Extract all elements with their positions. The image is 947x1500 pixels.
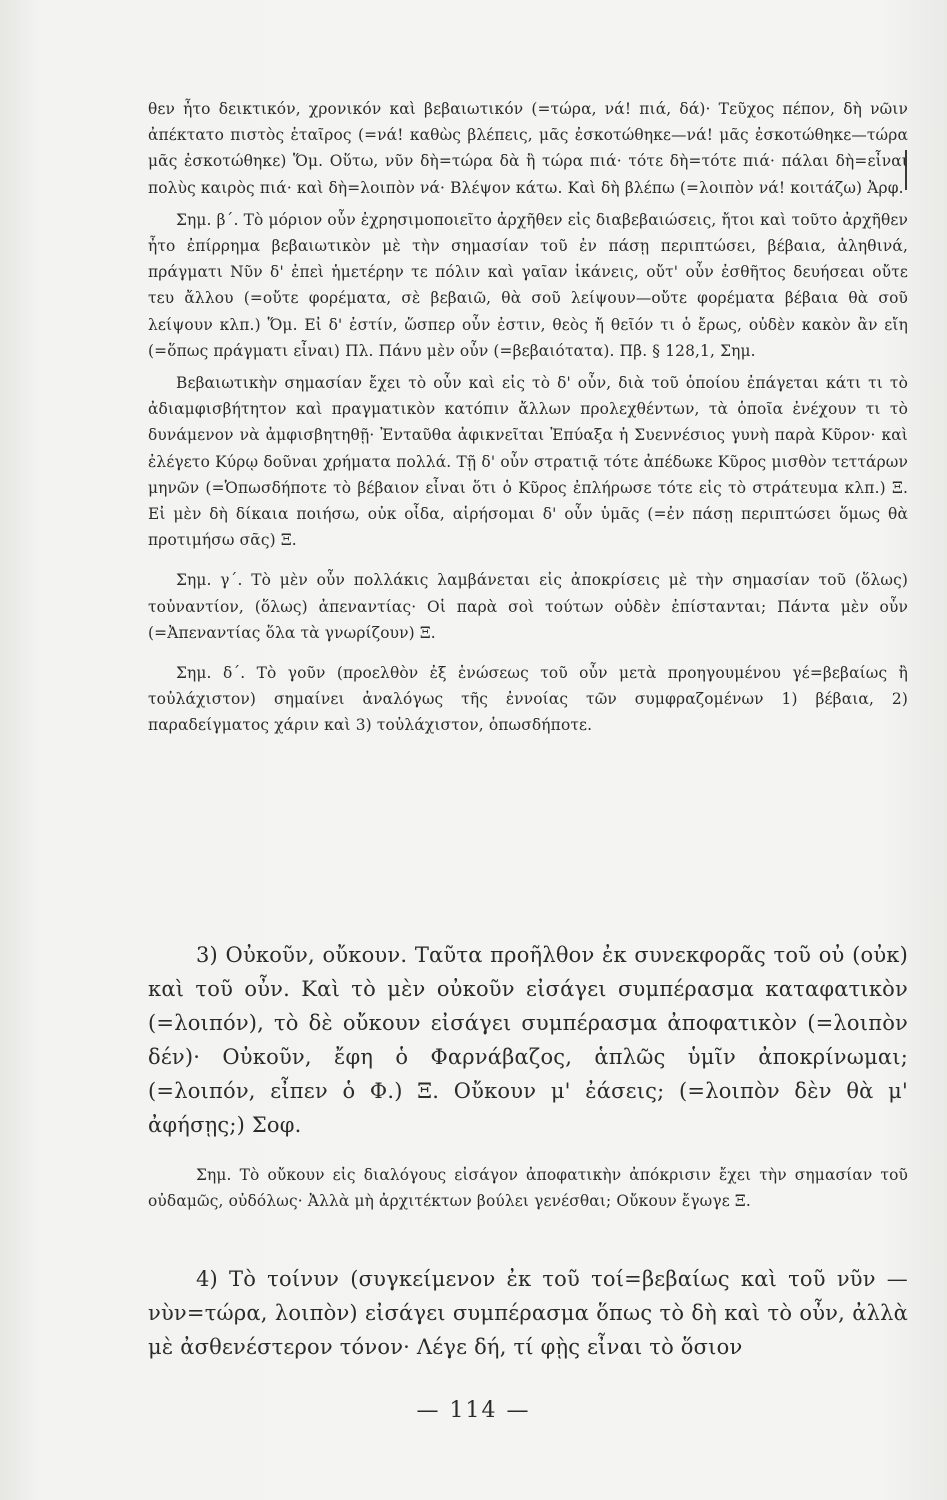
- page-number: — 114 —: [416, 1398, 531, 1423]
- note-beta: Σημ. β΄. Τὸ μόριον οὖν ἐχρησιμοποιεῖτο ἀρχῆθεν εἰς διαβεβαιώσεις, ἤτοι καὶ τοῦτο ἀρχῆθεν ἦτο ἐπίρρημα βεβαιωτικὸν μὲ τὴν σημασίαν τοῦ ἐν πάσῃ περιπτώσει, βέβαια, ἀληθινά, πράγματι Νῦν δ' ἐπεὶ ἡμετέρην τε πόλιν καὶ γαῖαν ἱκάνεις, οὔτ' οὖν ἐσθῆτος δευήσεαι οὔτε τευ ἄλλου (=οὔτε φορέματα, σὲ βεβαιῶ, θὰ σοῦ λείψουν—οὔτε φορέματα βέβαια θὰ σοῦ λείψουν κλπ.) Ὅμ. Εἰ δ' ἐστίν, ὥσπερ οὖν ἐστιν, θεὸς ἤ θεῖόν τι ὁ ἔρως, οὐδὲν κακὸν ἂν εἴη (=ὅπως πράγματι εἶναι) Πλ. Πάνυ μὲν οὖν (=βεβαιότατα). Πβ. § 128,1, Σημ.: [148, 210, 908, 360]
- paragraph-continuation: θεν ἦτο δεικτικόν, χρονικόν καὶ βεβαιωτικόν (=τώρα, νά! πιά, δά)· Τεῦχος πέπον, δὴ νῶιν ἀπέκτατο πιστὸς ἑταῖρος (=νά! καθὼς βλέπεις, μᾶς ἐσκοτώθηκε—νά! μᾶς ἐσκοτώθηκε—τώρα μᾶς ἐσκοτώθηκε) Ὅμ. Οὕτω, νῦν δὴ=τώρα δὰ ἢ τώρα πιά· τότε δὴ=τότε πιά· πάλαι δὴ=εἶναι πολὺς καιρὸς πιά· καὶ δὴ=λοιπὸν νά· Βλέψον κάτω. Καὶ δὴ βλέπω (=λοιπὸν νά! κοιτάζω) Ἀρφ.: [148, 100, 908, 197]
- note-gamma: Σημ. γ΄. Τὸ μὲν οὖν πολλάκις λαμβάνεται εἰς ἀποκρίσεις μὲ τὴν σημασίαν τοῦ (ὅλως) τοὐναντίον, (ὅλως) ἀπεναντίας· Οἱ παρὰ σοὶ τούτων οὐδὲν ἐπίστανται; Πάντα μὲν οὖν (=Ἀπεναντίας ὅλα τὰ γνωρίζουν) Ξ.: [148, 571, 908, 642]
- note-oukoun: Σημ. Τὸ οὔκουν εἰς διαλόγους εἰσάγον ἀποφατικὴν ἀπόκρισιν ἔχει τὴν σημασίαν τοῦ οὐδαμῶς, οὐδόλως· Ἀλλὰ μὴ ἀρχιτέκτων βούλει γενέσθαι; Οὔκουν ἔγωγε Ξ.: [148, 1166, 908, 1211]
- section-3-oukoun: 3) Οὐκοῦν, οὔκουν. Ταῦτα προῆλθον ἐκ συνεκφορᾶς τοῦ οὐ (οὐκ) καὶ τοῦ οὖν. Καὶ τὸ μὲν οὐκοῦν εἰσάγει συμπέρασμα καταφατικὸν (=λοιπόν), τὸ δὲ οὔκουν εἰσάγει συμπέρασμα ἀποφατικὸν (=λοιπὸν δέν)· Οὐκοῦν, ἔφη ὁ Φαρνάβαζος, ἁπλῶς ὑμῖν ἀποκρίνωμαι; (=λοιπόν, εἶπεν ὁ Φ.) Ξ. Οὔκουν μ' ἐάσεις; (=λοιπὸν δὲν θὰ μ' ἀφήσῃς;) Σοφ.: [148, 943, 908, 1137]
- section-4-toinun: 4) Τὸ τοίνυν (συγκείμενον ἐκ τοῦ τοί=βεβαίως καὶ τοῦ νῦν —νὺν=τώρα, λοιπὸν) εἰσάγει συμπέρασμα ὅπως τὸ δὴ καὶ τὸ οὖν, ἀλλὰ μὲ ἀσθενέστερον τόνον· Λέγε δή, τί φῂς εἶναι τὸ ὅσιον: [148, 1267, 908, 1359]
- body-text-small-2: [148, 1162, 908, 1214]
- paragraph-d-oun: Βεβαιωτικὴν σημασίαν ἔχει τὸ οὖν καὶ εἰς τὸ δ' οὖν, διὰ τοῦ ὁποίου ἐπάγεται κάτι τι τὸ ἀδιαμφισβήτητον καὶ πραγματικὸν κατόπιν ἄλλων προλεχθέντων, τὰ ὁποῖα ἐνέχουν τι τὸ δυνάμενον νὰ ἀμφισβητηθῇ· Ἐνταῦθα ἀφικνεῖται Ἐπύαξα ἡ Συεννέσιος γυνὴ παρὰ Κῦρον· καὶ ἐλέγετο Κύρῳ δοῦναι χρήματα πολλά. Τῇ δ' οὖν στρατιᾷ τότε ἀπέδωκε Κῦρος μισθὸν τεττάρων μηνῶν (=Ὁπωσδήποτε τὸ βέβαιον εἶναι ὅτι ὁ Κῦρος ἐπλήρωσε τότε εἰς τὸ στράτευμα κλπ.) Ξ. Εἰ μὲν δὴ δίκαια ποιήσω, οὐκ οἶδα, αἱρήσομαι δ' οὖν ὑμᾶς (=ἐν πάσῃ περιπτώσει ὅμως θὰ προτιμήσω σᾶς) Ξ.: [148, 374, 908, 550]
- body-text-large-2: [148, 1262, 908, 1364]
- body-text-small: [148, 96, 908, 739]
- note-delta: Σημ. δ΄. Τὸ γοῦν (προελθὸν ἐξ ἑνώσεως τοῦ οὖν μετὰ προηγουμένου γέ=βεβαίως ἢ τοὐλάχιστον) σημαίνει ἀναλόγως τῆς ἐννοίας τῶν συμφραζομένων 1) βέβαια, 2) παραδείγματος χάριν καὶ 3) τοὐλάχιστον, ὁπωσδήποτε.: [148, 664, 908, 735]
- body-text-large-1: [148, 938, 908, 1142]
